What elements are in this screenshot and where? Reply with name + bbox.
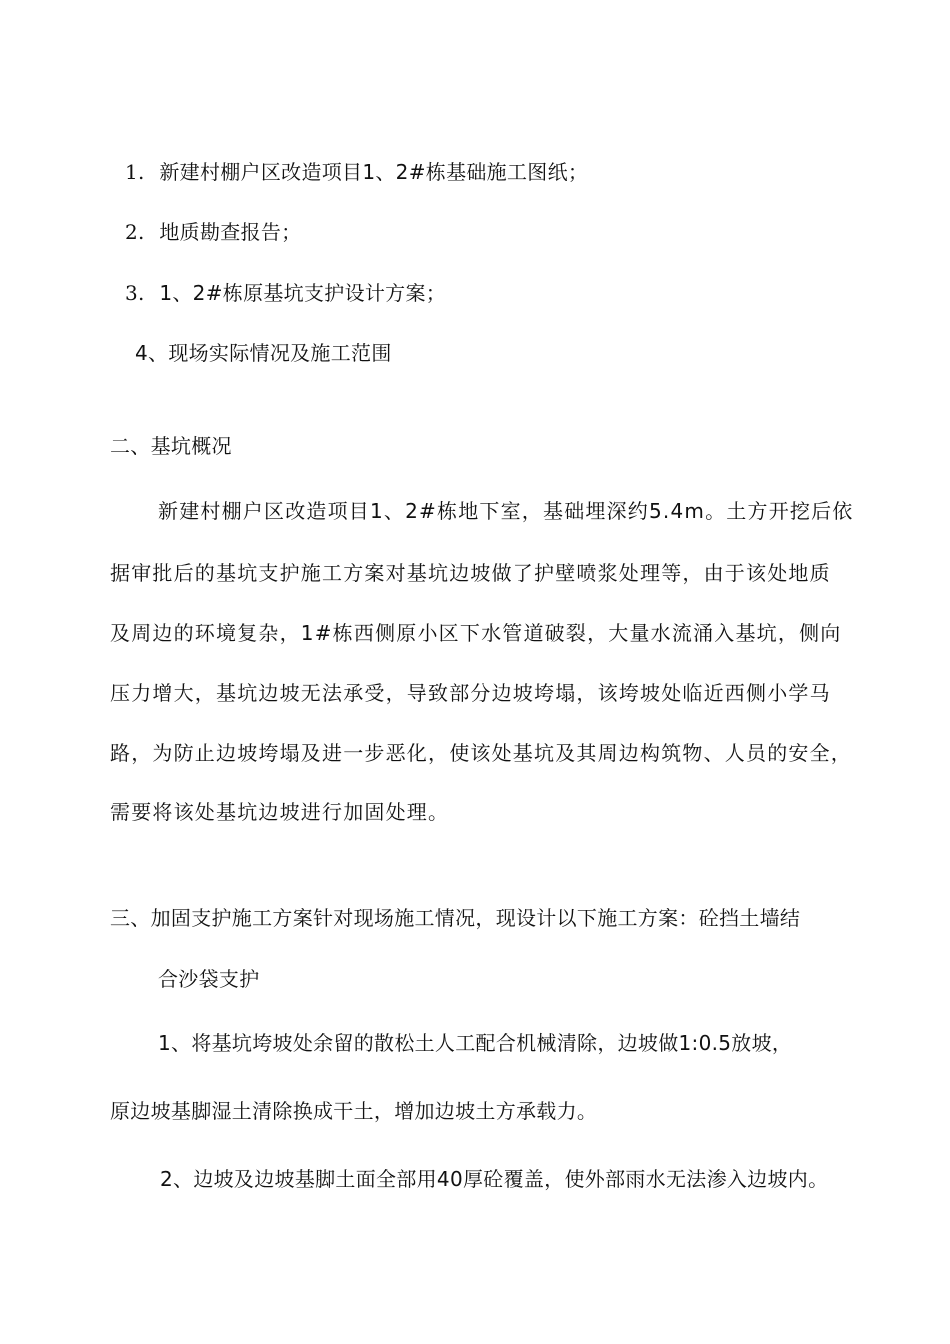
basis-item-text: 1、2#栋原基坑支护设计方案； [159, 281, 447, 305]
basis-item-text: 地质勘查报告； [159, 220, 302, 244]
paragraph-line: 及周边的环境复杂，1#栋西侧原小区下水管道破裂，大量水流涌入基坑，侧向 [110, 621, 842, 645]
basis-item-text: 新建村棚户区改造项目1、2#栋基础施工图纸； [159, 160, 589, 184]
basis-item-2 [125, 218, 301, 246]
basis-item-3 [125, 279, 446, 307]
section-heading-overview: 二、基坑概况 [110, 434, 232, 458]
basis-item-number: 1. [125, 160, 145, 184]
paragraph-line: 路，为防止边坡垮塌及进一步恶化，使该处基坑及其周边构筑物、人员的安全， [110, 741, 852, 765]
paragraph-line: 压力增大，基坑边坡无法承受，导致部分边坡垮塌，该垮坡处临近西侧小学马 [110, 681, 831, 705]
step-1-line-1: 1、将基坑垮坡处余留的散松土人工配合机械清除，边坡做1:0.5放坡， [158, 1031, 793, 1055]
paragraph-line: 据审批后的基坑支护施工方案对基坑边坡做了护壁喷浆处理等，由于该处地质 [110, 561, 831, 585]
paragraph-line: 需要将该处基坑边坡进行加固处理。 [110, 800, 450, 824]
step-1-line-2: 原边坡基脚湿土清除换成干土，增加边坡土方承载力。 [110, 1099, 598, 1123]
section-heading-reinforcement: 三、加固支护施工方案针对现场施工情况，现设计以下施工方案：砼挡土墙结 [110, 906, 801, 930]
basis-item-number: 3. [125, 281, 145, 305]
basis-item-4 [135, 339, 392, 367]
basis-item-1 [125, 158, 588, 186]
step-2-line-1: 2、边坡及边坡基脚土面全部用40厚砼覆盖，使外部雨水无法渗入边坡内。 [160, 1167, 829, 1191]
section-heading-reinforcement-cont: 合沙袋支护 [158, 967, 260, 991]
basis-item-number: 2. [125, 220, 145, 244]
basis-item-text: 4、现场实际情况及施工范围 [135, 341, 392, 365]
paragraph-line: 新建村棚户区改造项目1、2#栋地下室，基础埋深约5.4m。土方开挖后依 [158, 499, 854, 523]
